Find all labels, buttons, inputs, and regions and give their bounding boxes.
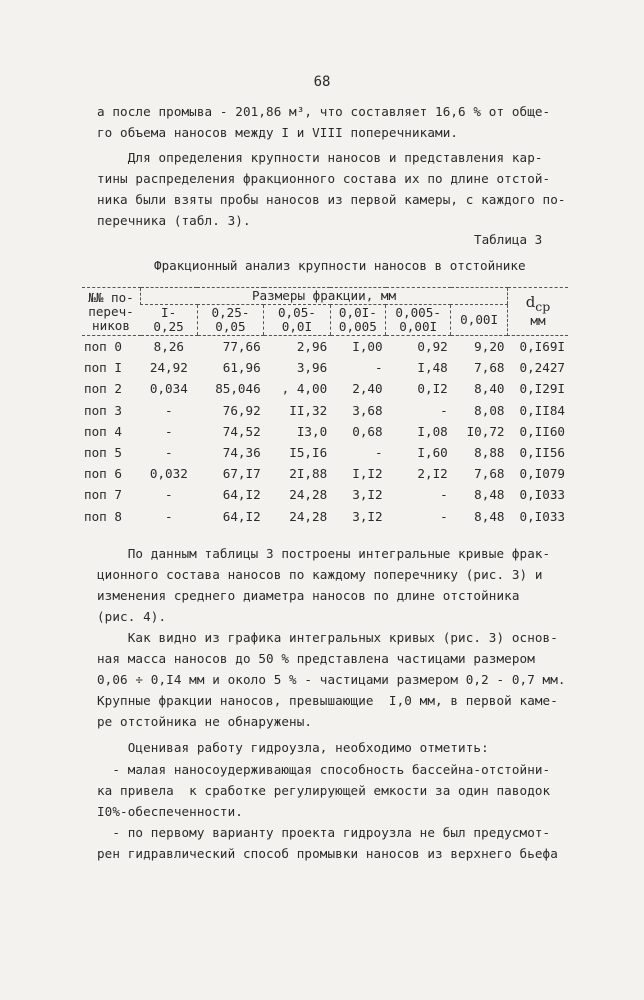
row-cross-section-name: поп 7 (84, 487, 122, 503)
row-cross-section-name: поп 3 (84, 402, 122, 418)
fraction-6-label: 0,00I (460, 312, 499, 327)
row-cross-section-name: поп 4 (84, 423, 122, 439)
para5-line-6: рен гидравлический способ промывки наносов из верхнего бьефа (97, 846, 558, 861)
para5-line-1: Оценивая работу гидроузла, необходимо отметить: (97, 740, 489, 755)
row-fraction-value: 2I,88 (289, 466, 328, 482)
fraction-3-from: 0,05- (277, 305, 316, 320)
row-fraction-value: 74,36 (222, 445, 261, 461)
para4-line-3: 0,06 ÷ 0,I4 мм и около 5 % - частицами размером 0,2 - 0,7 мм. (97, 672, 566, 687)
row-fraction-value: II,32 (289, 402, 328, 418)
fraction-5-to: 0,00I (399, 319, 438, 334)
table-row (82, 400, 568, 421)
row-mean-diameter: 0,II60 (519, 423, 565, 439)
table-row (82, 463, 568, 484)
row-mean-diameter: 0,II84 (519, 402, 565, 418)
row-fraction-value: I,60 (417, 445, 448, 461)
row-fraction-value: I,08 (417, 423, 448, 439)
row-fraction-value: I5,I6 (289, 445, 328, 461)
para5-line-3: ка привела к сработке регулирующей емкости за один паводок (97, 783, 551, 798)
row-cross-section-name: поп 6 (84, 466, 122, 482)
para5-line-5: - по первому варианту проекта гидроузла не был предусмот- (97, 825, 551, 840)
row-mean-diameter: 0,I033 (519, 508, 565, 524)
row-fraction-value: 0,034 (149, 381, 188, 397)
table-label: Таблица 3 (474, 232, 543, 247)
row-fraction-value: 0,92 (417, 339, 448, 355)
row-fraction-value: 67,I7 (222, 466, 261, 482)
row-fraction-value: 2,96 (296, 339, 328, 355)
row-fraction-value: 64,I2 (222, 487, 261, 503)
row-fraction-value: - (440, 402, 448, 418)
fraction-4-to: 0,005 (338, 319, 377, 334)
row-mean-diameter: 0,I033 (519, 487, 565, 503)
row-fraction-value: - (374, 445, 383, 461)
fraction-5-from: 0,005- (395, 305, 441, 320)
table-row (82, 357, 568, 378)
row-cross-section-name: поп 2 (84, 381, 122, 397)
header-col0-line-3: ников (92, 317, 130, 333)
para4-line-4: Крупные фракции наносов, превышающие I,0 мм, в первой каме- (97, 693, 558, 708)
header-fraction-6 (451, 305, 508, 336)
row-fraction-value: I,I2 (352, 466, 383, 482)
table-row (82, 442, 568, 463)
row-fraction-value: 3,68 (352, 402, 383, 418)
row-fraction-value: 2,I2 (417, 466, 448, 482)
row-fraction-value: 7,68 (474, 466, 505, 482)
fraction-1-from: I- (161, 305, 177, 320)
row-fraction-value: 8,48 (474, 487, 505, 503)
row-mean-diameter: 0,II56 (519, 445, 565, 461)
row-mean-diameter: 0,I079 (519, 466, 565, 482)
header-fraction-2 (197, 305, 263, 336)
row-mean-diameter: 0,I29I (519, 381, 565, 397)
row-fraction-value: 8,08 (474, 402, 505, 418)
header-fraction-3 (264, 305, 330, 336)
dcp-symbol (510, 295, 566, 314)
page-number: 68 (313, 74, 331, 90)
row-fraction-value: 8,88 (474, 445, 505, 461)
row-fraction-value: 24,92 (149, 360, 188, 376)
fraction-1-to: 0,25 (153, 319, 184, 334)
para3-line-4: (рис. 4). (97, 609, 167, 624)
para3-line-2: ционного состава наносов по каждому поперечнику (рис. 3) и (97, 567, 543, 582)
row-fraction-value: - (165, 487, 173, 503)
header-col0-line-1: №№ по- (88, 289, 134, 305)
para3-line-3: изменения среднего диаметра наносов по длине отстойника (97, 588, 520, 603)
para5-line-4: I0%-обеспеченности. (97, 804, 243, 819)
row-fraction-value: 9,20 (474, 339, 505, 355)
row-fraction-value: 24,28 (289, 487, 328, 503)
row-fraction-value: 3,I2 (352, 487, 383, 503)
table-row (82, 484, 568, 505)
row-fraction-value: 0,032 (149, 466, 188, 482)
row-fraction-value: 24,28 (289, 508, 328, 524)
para2-line-1: Для определения крупности наносов и представления кар- (97, 150, 543, 165)
row-fraction-value: 8,48 (474, 508, 505, 524)
para1-line-1: а после промыва - 201,86 м³, что составляет 16,6 % от обще- (97, 104, 551, 119)
row-cross-section-name: поп I (84, 360, 122, 376)
dcp-label: d (525, 293, 536, 311)
row-fraction-value: I,48 (417, 360, 448, 376)
row-fraction-value: 85,046 (215, 381, 261, 397)
para4-line-5: ре отстойника не обнаружены. (97, 714, 313, 729)
row-fraction-value: - (165, 423, 173, 439)
fraction-2-from: 0,25- (211, 305, 250, 320)
row-fraction-value: 7,68 (474, 360, 505, 376)
row-fraction-value: I3,0 (296, 423, 328, 439)
row-fraction-value: 61,96 (222, 360, 261, 376)
row-fraction-value: 77,66 (222, 339, 261, 355)
row-fraction-value: 8,26 (153, 339, 185, 355)
header-col0-line-2: переч- (88, 303, 134, 319)
dcp-unit: мм (530, 313, 546, 328)
table-row (82, 506, 568, 527)
row-fraction-value: 8,40 (474, 381, 505, 397)
table-row (82, 336, 568, 358)
row-fraction-value: - (440, 487, 448, 503)
row-fraction-value: - (165, 508, 173, 524)
row-fraction-value: I,00 (352, 339, 383, 355)
row-fraction-value: - (165, 402, 173, 418)
row-fraction-value: - (440, 508, 448, 524)
para1-line-2: го объема наносов между I и VIII поперечниками. (97, 125, 459, 140)
dcp-subscript: ср (535, 299, 551, 314)
row-mean-diameter: 0,2427 (519, 360, 565, 376)
row-fraction-value: - (374, 360, 383, 376)
row-fraction-value: 0,68 (352, 423, 383, 439)
row-fraction-value: , 4,00 (281, 381, 328, 397)
header-cross-sections (82, 288, 141, 336)
row-cross-section-name: поп 8 (84, 508, 122, 524)
header-fraction-sizes: Размеры фракции, мм (141, 288, 508, 305)
fraction-4-from: 0,0I- (338, 305, 377, 320)
row-fraction-value: 3,I2 (352, 508, 383, 524)
header-mean-diameter (508, 288, 569, 336)
row-cross-section-name: поп 0 (84, 339, 122, 355)
para4-line-2: ная масса наносов до 50 % представлена частицами размером (97, 651, 535, 666)
header-fraction-4 (330, 305, 385, 336)
row-fraction-value: I0,72 (466, 423, 505, 439)
row-fraction-value: 0,I2 (417, 381, 448, 397)
table-row (82, 378, 568, 399)
row-fraction-value: 64,I2 (222, 508, 261, 524)
table-body (82, 336, 568, 527)
row-cross-section-name: поп 5 (84, 445, 122, 461)
table-row (82, 421, 568, 442)
fraction-2-to: 0,05 (215, 319, 246, 334)
row-fraction-value: 3,96 (296, 360, 328, 376)
row-fraction-value: 2,40 (352, 381, 383, 397)
header-fraction-5 (386, 305, 451, 336)
row-fraction-value: - (165, 445, 173, 461)
table-title: Фракционный анализ крупности наносов в отстойнике (154, 258, 526, 273)
para2-line-4: перечника (табл. 3). (97, 213, 251, 228)
row-fraction-value: 74,52 (222, 423, 261, 439)
para2-line-3: ника были взяты пробы наносов из первой камеры, с каждого по- (97, 192, 566, 207)
row-fraction-value: 76,92 (222, 402, 261, 418)
para5-line-2: - малая наносоудерживающая способность бассейна-отстойни- (97, 762, 551, 777)
para3-line-1: По данным таблицы 3 построены интегральные кривые фрак- (97, 546, 551, 561)
header-fraction-1 (141, 305, 198, 336)
para4-line-1: Как видно из графика интегральных кривых (рис. 3) основ- (97, 630, 558, 645)
fraction-3-to: 0,0I (281, 319, 313, 334)
para2-line-2: тины распределения фракционного состава их по длине отстой- (97, 171, 551, 186)
fraction-table (82, 287, 568, 527)
row-mean-diameter: 0,I69I (519, 339, 565, 355)
